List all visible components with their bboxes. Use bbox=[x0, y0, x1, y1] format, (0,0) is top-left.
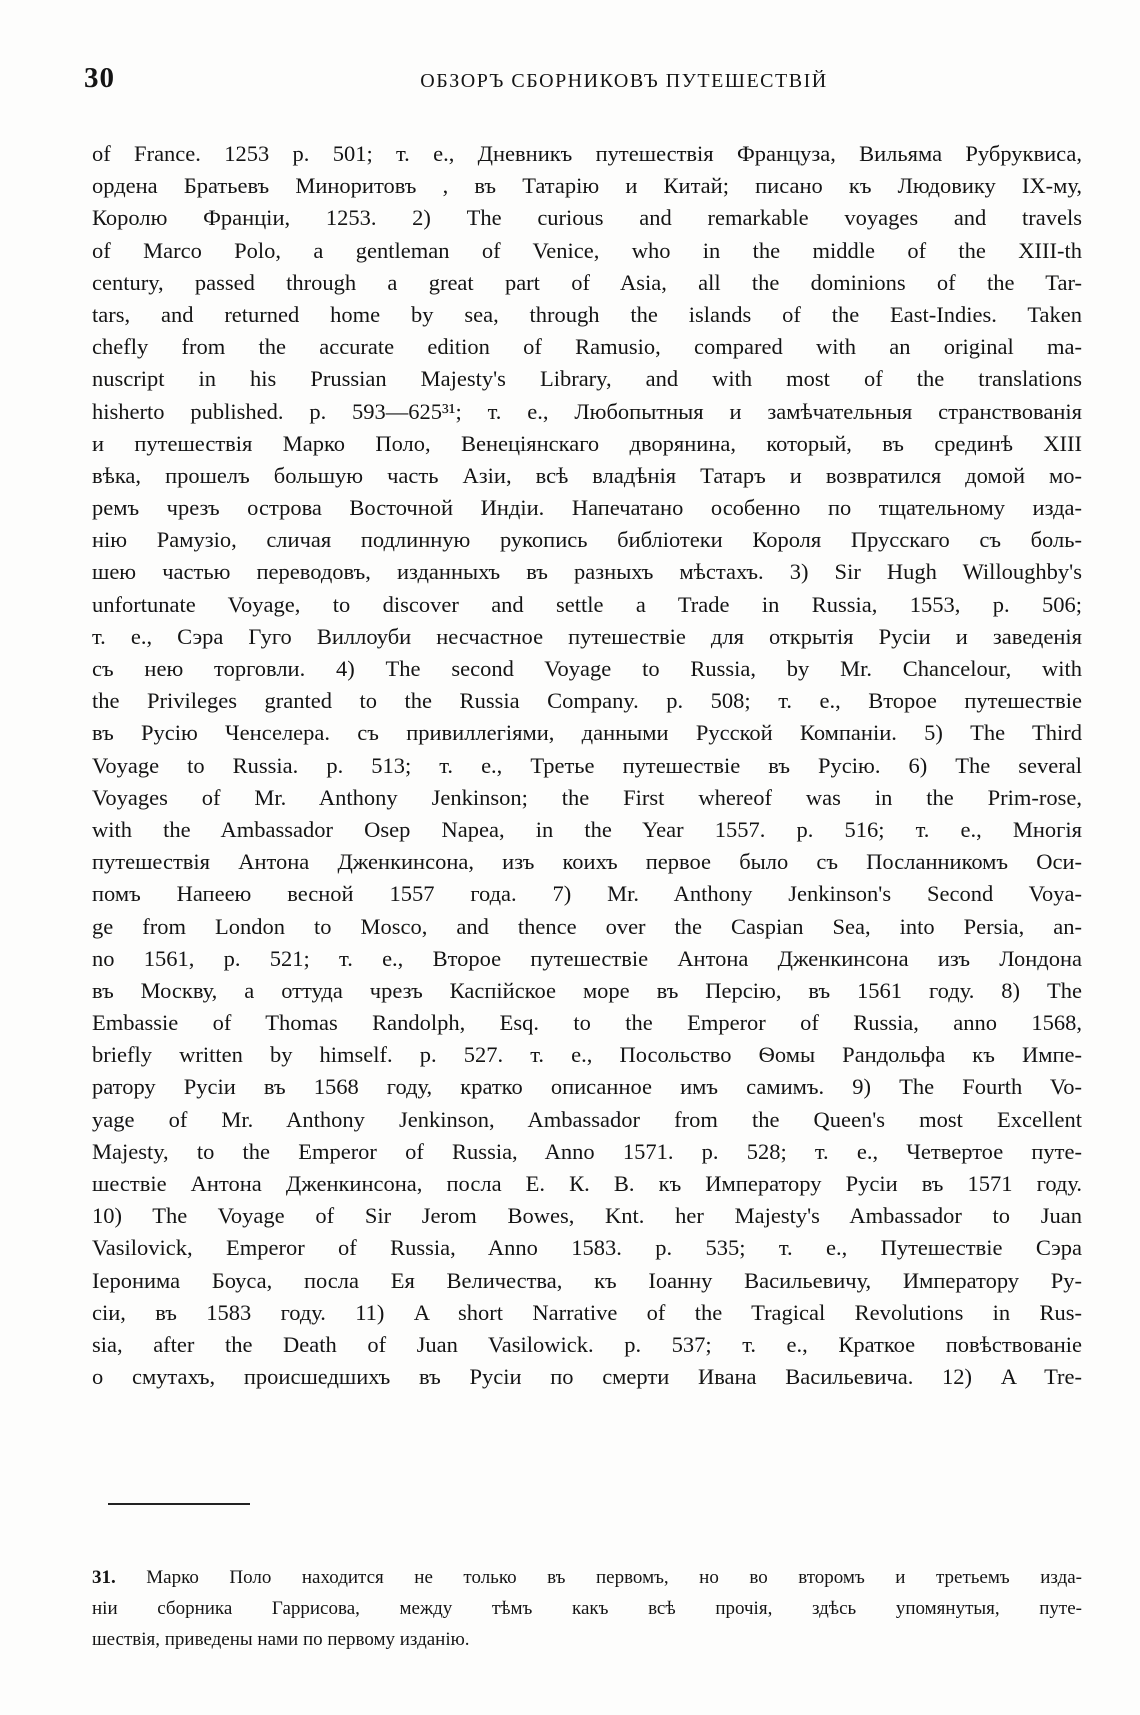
text-line: Voyages of Mr. Anthony Jenkinson; the First whereof was in the Prim-rose, bbox=[92, 784, 1082, 810]
text-line: Voyage to Russia. p. 513; т. е., Третье путешествіе въ Русію. 6) The several bbox=[92, 752, 1082, 778]
text-line: о смутахъ, происшедшихъ въ Русіи по смерти Ивана Васильевича. 12) A Tre- bbox=[92, 1364, 1082, 1390]
text-line: Vasilovick, Emperor of Russia, Anno 1583. p. 535; т. е., Путешествіе Сэра bbox=[92, 1235, 1082, 1261]
text-line: въ Русію Ченселера. съ привиллегіями, данными Русской Компаніи. 5) The Third bbox=[92, 720, 1082, 746]
text-line: nuscript in his Prussian Majesty's Library, and with most of the translations bbox=[92, 366, 1082, 392]
footnote-line bbox=[92, 1562, 1082, 1593]
footnote-line: ніи сборника Гаррисова, между тѣмъ какъ всѣ прочія, здѣсь упомянутыя, путе- bbox=[92, 1598, 1082, 1619]
text-line: no 1561, p. 521; т. е., Второе путешествіе Антона Дженкинсона изъ Лондона bbox=[92, 945, 1082, 971]
text-line: помъ Напеею весной 1557 года. 7) Mr. Anthony Jenkinson's Second Voya- bbox=[92, 881, 1082, 907]
text-line: ремъ чрезъ острова Восточной Индіи. Напечатано особенно по тщательному изда- bbox=[92, 495, 1082, 521]
footnote-divider bbox=[108, 1503, 250, 1505]
text-line: tars, and returned home by sea, through the islands of the East-Indies. Taken bbox=[92, 301, 1082, 327]
text-line: century, passed through a great part of Asia, all the dominions of the Tar- bbox=[92, 269, 1082, 295]
main-text bbox=[92, 138, 1082, 1393]
page-number: 30 bbox=[84, 62, 115, 94]
text-line: unfortunate Voyage, to discover and settle a Trade in Russia, 1553, p. 506; bbox=[92, 591, 1082, 617]
text-line: нію Рамузіо, сличая подлинную рукопись библіотеки Короля Прусскаго съ боль- bbox=[92, 527, 1082, 553]
text-line: briefly written by himself. p. 527. т. е., Посольство Ѳомы Рандольфа къ Импе- bbox=[92, 1042, 1082, 1068]
text-line: of France. 1253 p. 501; т. е., Дневникъ путешествія Француза, Вильяма Рубруквиса, bbox=[92, 141, 1082, 166]
text-line: съ нею торговли. 4) The second Voyage to Russia, by Mr. Chancelour, with bbox=[92, 656, 1082, 681]
text-line: вѣка, прошелъ большую часть Азіи, всѣ владѣнія Татаръ и возвратился домой мо- bbox=[92, 462, 1082, 488]
text-line: of Marco Polo, a gentleman of Venice, who in the middle of the XIII-th bbox=[92, 237, 1082, 263]
text-line: ратору Русіи въ 1568 году, кратко описанное имъ самимъ. 9) The Fourth Vo- bbox=[92, 1074, 1082, 1100]
text-line: т. е., Сэра Гуго Виллоуби несчастное путешествіе для открытія Русіи и заведенія bbox=[92, 623, 1082, 649]
text-line: chefly from the accurate edition of Ramusio, compared with an original ma- bbox=[92, 334, 1082, 360]
text-line: въ Москву, а оттуда чрезъ Каспійское море въ Персію, въ 1561 году. 8) The bbox=[92, 977, 1082, 1003]
text-line: и путешествія Марко Поло, Венеціянскаго дворянина, который, въ срединѣ XIII bbox=[92, 430, 1082, 456]
text-line: Embassie of Thomas Randolph, Esq. to the Emperor of Russia, anno 1568, bbox=[92, 1010, 1082, 1036]
footnote-line-text: Марко Поло находится не только въ первомъ, но во второмъ и третьемъ изда- bbox=[146, 1567, 1082, 1588]
text-line: hisherto published. p. 593—625³¹; т. е., Любопытныя и замѣчательныя странствованія bbox=[92, 398, 1082, 424]
text-line: with the Ambassador Osep Napea, in the Year 1557. p. 516; т. е., Многія bbox=[92, 816, 1082, 842]
text-line: ge from London to Mosco, and thence over the Caspian Sea, into Persia, an- bbox=[92, 913, 1082, 939]
text-line: Majesty, to the Emperor of Russia, Anno 1571. p. 528; т. е., Четвертое путе- bbox=[92, 1138, 1082, 1164]
footnote-line: шествія, приведены нами по первому изданію. bbox=[92, 1629, 470, 1650]
text-line: sia, after the Death of Juan Vasilowick. p. 537; т. е., Краткое повѣствованіе bbox=[92, 1331, 1082, 1357]
text-line: yage of Mr. Anthony Jenkinson, Ambassador from the Queen's most Excellent bbox=[92, 1106, 1082, 1132]
running-title: ОБЗОРЪ СБОРНИКОВЪ ПУТЕШЕСТВІЙ bbox=[420, 70, 828, 92]
text-line: путешествія Антона Дженкинсона, изъ коихъ первое было съ Посланникомъ Оси- bbox=[92, 849, 1082, 875]
text-line: Королю Франціи, 1253. 2) The curious and remarkable voyages and travels bbox=[92, 205, 1082, 231]
text-line: шествіе Антона Дженкинсона, посла Е. К. В. къ Императору Русіи въ 1571 году. bbox=[92, 1171, 1082, 1196]
text-line: ордена Братьевъ Миноритовъ , въ Татарію и Китай; писано къ Людовику IX-му, bbox=[92, 173, 1082, 199]
text-line: сіи, въ 1583 году. 11) A short Narrative of the Tragical Revolutions in Rus- bbox=[92, 1299, 1082, 1325]
text-line: 10) The Voyage of Sir Jerom Bowes, Knt. her Majesty's Ambassador to Juan bbox=[92, 1203, 1082, 1229]
text-line: шею частью переводовъ, изданныхъ въ разныхъ мѣстахъ. 3) Sir Hugh Willoughby's bbox=[92, 559, 1082, 585]
footnote-marker: 31. bbox=[92, 1567, 116, 1588]
page-header bbox=[84, 62, 1084, 102]
text-line: the Privileges granted to the Russia Company. p. 508; т. е., Второе путешествіе bbox=[92, 688, 1082, 714]
footnote bbox=[92, 1562, 1082, 1655]
text-line: Іеронима Боуса, посла Ея Величества, къ Іоанну Васильевичу, Императору Ру- bbox=[92, 1267, 1082, 1293]
